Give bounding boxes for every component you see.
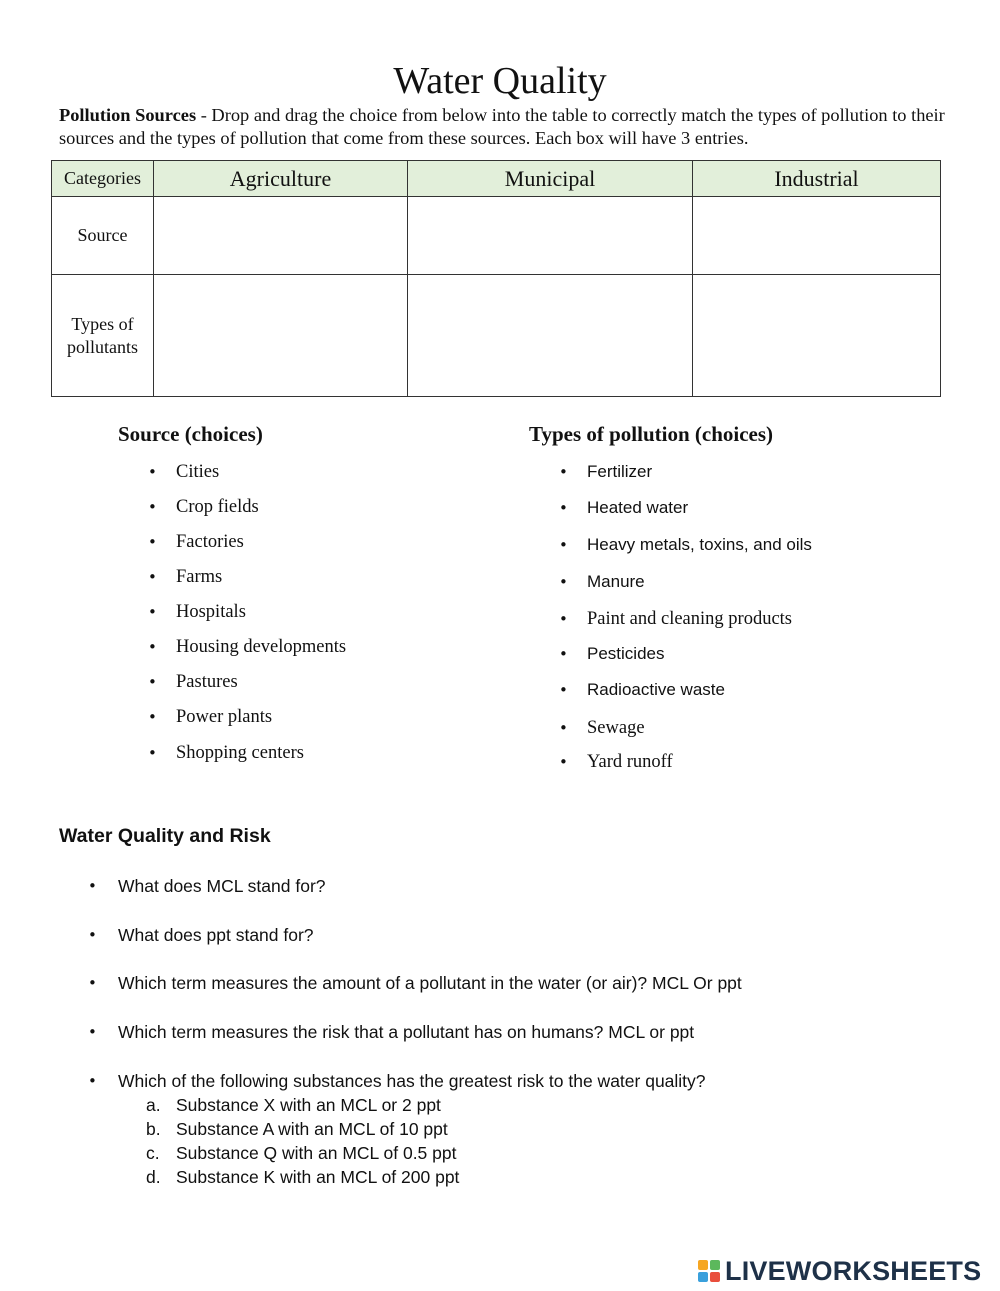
drop-cell-industrial-pollutants[interactable] [693,275,941,397]
risk-heading: Water Quality and Risk [59,825,271,847]
pollution-choice-yard-runoff[interactable]: • Yard runoff [587,751,673,773]
drop-cell-municipal-source[interactable] [408,197,693,275]
instructions-text: - Drop and drag the choice from below into the table to correctly match the types of pollution to their sources and the types of pollution that come from these sources. Each box will have 3 entries. [59,105,945,148]
option-d [146,1166,460,1188]
option-b-text: Substance A with an MCL of 10 ppt [176,1119,448,1139]
logo-icon-block-l [698,1260,708,1270]
source-choice-crop-fields[interactable]: • Crop fields [176,496,259,518]
row-label-pollutants-text: Types of pollutants [67,313,138,357]
matching-table [51,160,941,397]
logo-icon-block-i [710,1260,720,1270]
pollution-choice-manure[interactable]: • Manure [587,571,645,593]
option-d-marker: d. [146,1167,161,1187]
question-mcl: • What does MCL stand for? [118,875,326,897]
pollution-choice-paint-cleaning[interactable]: • Paint and cleaning products [587,608,792,630]
option-a [146,1094,441,1116]
pollution-choice-pesticides[interactable]: • Pesticides [587,643,664,665]
source-choice-shopping-centers[interactable]: • Shopping centers [176,742,304,764]
row-label-pollutants [52,275,154,397]
drop-cell-agriculture-pollutants[interactable] [154,275,408,397]
question-ppt: • What does ppt stand for? [118,924,314,946]
option-a-text: Substance X with an MCL or 2 ppt [176,1095,441,1115]
header-industrial: Industrial [693,161,941,197]
page-title: Water Quality [393,60,607,102]
liveworksheets-logo [697,1256,981,1286]
source-choice-farms[interactable]: • Farms [176,566,222,588]
pollution-choice-radioactive-waste[interactable]: • Radioactive waste [587,679,725,701]
liveworksheets-logo-icon [697,1259,721,1283]
drop-cell-industrial-source[interactable] [693,197,941,275]
table-header-row [52,161,941,197]
source-choice-power-plants[interactable]: • Power plants [176,706,272,728]
source-choices-heading: Source (choices) [118,422,263,446]
row-label-source: Source [52,197,154,275]
instructions-label: Pollution Sources [59,105,197,125]
table-row-pollutants [52,275,941,397]
source-choice-factories[interactable]: • Factories [176,531,244,553]
pollution-choice-heated-water[interactable]: • Heated water [587,497,688,519]
source-choice-hospitals[interactable]: • Hospitals [176,601,246,623]
logo-icon-block-v [698,1272,708,1282]
option-c [146,1142,457,1164]
liveworksheets-brand-text: LIVEWORKSHEETS [725,1256,982,1286]
pollution-choice-heavy-metals[interactable]: • Heavy metals, toxins, and oils [587,534,812,556]
pollution-choice-sewage[interactable]: • Sewage [587,717,645,739]
option-b-marker: b. [146,1119,161,1139]
option-b [146,1118,448,1140]
header-municipal: Municipal [408,161,693,197]
option-c-marker: c. [146,1143,160,1163]
table-row-source [52,197,941,275]
pollution-choices-heading: Types of pollution (choices) [529,422,774,446]
option-a-marker: a. [146,1095,161,1115]
source-choice-pastures[interactable]: • Pastures [176,671,238,693]
logo-icon-block-e [710,1272,720,1282]
option-c-text: Substance Q with an MCL of 0.5 ppt [176,1143,457,1163]
option-d-text: Substance K with an MCL of 200 ppt [176,1167,460,1187]
question-greatest-risk: • Which of the following substances has the greatest risk to the water quality? [118,1070,706,1092]
source-choice-cities[interactable]: • Cities [176,461,219,483]
header-categories: Categories [52,161,154,197]
question-risk-term: • Which term measures the risk that a pollutant has on humans? MCL or ppt [118,1021,694,1043]
drop-cell-agriculture-source[interactable] [154,197,408,275]
instructions [59,104,949,150]
header-agriculture: Agriculture [154,161,408,197]
pollution-choice-fertilizer[interactable]: • Fertilizer [587,461,652,483]
question-amount-term: • Which term measures the amount of a pollutant in the water (or air)? MCL Or ppt [118,972,742,994]
source-choice-housing-developments[interactable]: • Housing developments [176,636,346,658]
drop-cell-municipal-pollutants[interactable] [408,275,693,397]
